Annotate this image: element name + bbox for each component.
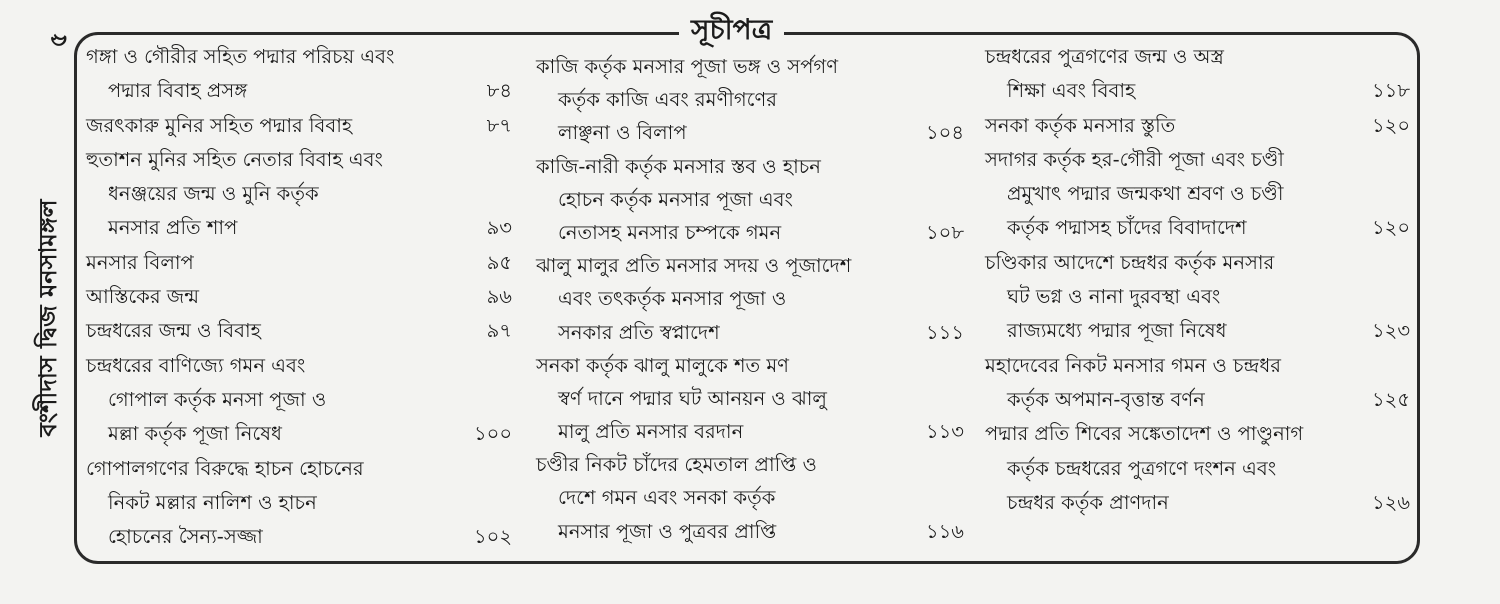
toc-entry-line [536,481,964,514]
toc-entry-line [985,211,1410,245]
toc-entry-line [86,143,512,177]
toc-entry-text: ঘট ভগ্ন ও নানা দুরবস্থা এবং [1007,285,1221,309]
toc-entry-text: মনসার প্রতি শাপ [108,216,238,240]
toc-entry-line [86,349,512,383]
toc-page-number: ১২০ [1371,113,1410,137]
toc-entry-line [86,383,512,417]
toc-entry-line [86,211,512,245]
toc-entry-line [536,216,964,249]
toc-entry-line [985,486,1410,520]
toc-entry-line [985,383,1410,417]
toc-page-number: ১২৩ [1371,319,1410,343]
toc-page-number: ১০০ [473,422,512,446]
toc-entry-line [86,314,512,348]
toc-column-3 [985,40,1410,520]
toc-page-number: ৯৬ [486,285,512,309]
toc-entry-text: ঝালু মালুর প্রতি মনসার সদয় ও পূজাদেশ [536,254,852,278]
toc-page-number: ৯৭ [486,319,512,343]
toc-entry-line [536,316,964,349]
toc-entry-line [536,515,964,548]
toc-entry-text: হোচন কর্তৃক মনসার পূজা এবং [558,187,793,211]
toc-page-number: ৯৫ [486,250,512,274]
toc-entry-text: হুতাশন মুনির সহিত নেতার বিবাহ এবং [86,147,383,171]
toc-entry-line [985,74,1410,108]
toc-entry-line [86,520,512,554]
toc-entry-text: আস্তিকের জন্ম [86,285,199,309]
toc-entry-line [536,183,964,216]
toc-page-number: ১১৩ [926,420,964,444]
toc-entry-line [86,246,512,280]
toc-entry-text: চণ্ডীর নিকট চাঁদের হেমতাল প্রাপ্তি ও [536,453,817,477]
toc-entry-line [86,40,512,74]
toc-entry-line [985,280,1410,314]
toc-entry-text: মনসার বিলাপ [86,250,194,274]
toc-entry-text: নেতাসহ মনসার চম্পকে গমন [558,220,782,244]
toc-page-number: ১২০ [1371,216,1410,240]
toc-page-number: ১০৮ [926,220,964,244]
toc-entry-text: হোচনের সৈন্য-সজ্জা [108,525,263,549]
toc-entry-line [536,415,964,448]
toc-entry-text: কাজি কর্তৃক মনসার পূজা ভঙ্গ ও সর্পগণ [536,55,839,78]
toc-entry-text: রাজ্যমধ্যে পদ্মার পূজা নিষেধ [1007,319,1227,343]
toc-page-number: ১২৬ [1371,490,1410,514]
toc-entry-line [86,177,512,211]
toc-entry-text: মালু প্রতি মনসার বরদান [558,420,744,444]
toc-entry-line [985,143,1410,177]
toc-entry-text: ধনঞ্জয়ের জন্ম ও মুনি কর্তৃক [108,182,319,206]
toc-entry-text: শিক্ষা এবং বিবাহ [1007,79,1136,103]
toc-column-1 [86,40,512,554]
toc-entry-text: পদ্মার প্রতি শিবের সঙ্কেতাদেশ ও পাণ্ডুনাগ [985,422,1304,446]
toc-entry-line [536,83,964,116]
toc-entry-line [536,448,964,481]
toc-page-number: ১০২ [473,525,512,549]
toc-entry-text: চন্দ্রধরের পুত্রগণের জন্ম ও অস্ত্র [985,45,1224,68]
toc-entry-text: গঙ্গা ও গৌরীর সহিত পদ্মার পরিচয় এবং [86,45,395,68]
toc-entry-text: পদ্মার বিবাহ প্রসঙ্গ [108,79,248,103]
toc-entry-text: চন্দ্রধর কর্তৃক প্রাণদান [1007,490,1169,514]
toc-entry-text: নিকট মল্লার নালিশ ও হাচন [108,490,317,514]
toc-entry-text: চন্দ্রধরের জন্ম ও বিবাহ [86,319,261,343]
toc-page-number: ৮৭ [486,113,512,137]
toc-entry-text: সদাগর কর্তৃক হর-গৌরী পূজা এবং চণ্ডী [985,147,1284,171]
toc-entry-line [985,177,1410,211]
toc-page-number: ১১১ [926,320,964,344]
toc-entry-text: জরৎকারু মুনির সহিত পদ্মার বিবাহ [86,113,353,137]
toc-entry-line [536,50,964,83]
toc-entry-text: সনকা কর্তৃক ঝালু মালুকে শত মণ [536,353,789,377]
toc-entry-text: কাজি-নারী কর্তৃক মনসার স্তব ও হাচন [536,154,821,178]
toc-entry-line [985,417,1410,451]
toc-entry-text: দেশে গমন এবং সনকা কর্তৃক [558,486,776,510]
toc-entry-line [86,417,512,451]
toc-entry-line [536,382,964,415]
toc-page-number: ১১৮ [1372,79,1410,103]
toc-entry-line [536,150,964,183]
toc-page-number: ১২৫ [1372,387,1410,411]
toc-entry-line [86,486,512,520]
toc-entry-line [985,40,1410,74]
toc-entry-line [985,246,1410,280]
toc-entry-text: লাঞ্ছনা ও বিলাপ [558,121,687,145]
toc-entry-line [86,74,512,108]
toc-entry-line [985,109,1410,143]
toc-page-number: ১১৬ [926,519,964,543]
toc-entry-text: চণ্ডিকার আদেশে চন্দ্রধর কর্তৃক মনসার [985,250,1275,274]
toc-entry-text: স্বর্ণ দানে পদ্মার ঘট আনয়ন ও ঝালু [558,386,827,410]
toc-entry-line [86,280,512,314]
toc-entry-line [536,249,964,282]
toc-entry-text: মহাদেবের নিকট মনসার গমন ও চন্দ্রধর [985,353,1281,377]
toc-column-2 [536,50,964,548]
toc-entry-text: চন্দ্রধরের বাণিজ্যে গমন এবং [86,353,306,377]
toc-entry-text: কর্তৃক পদ্মাসহ চাঁদের বিবাদাদেশ [1007,216,1247,240]
toc-page-number: ১০৪ [926,121,964,145]
toc-entry-line [985,452,1410,486]
toc-entry-line [985,314,1410,348]
page-title: সূচীপত্র [679,12,784,48]
toc-entry-text: মনসার পূজা ও পুত্রবর প্রাপ্তি [558,519,777,543]
toc-entry-text: প্রমুখাৎ পদ্মার জন্মকথা শ্রবণ ও চণ্ডী [1007,182,1284,206]
toc-entry-text: কর্তৃক কাজি এবং রমণীগণের [558,88,777,112]
toc-entry-line [86,109,512,143]
toc-entry-text: সনকা কর্তৃক মনসার স্তুতি [985,113,1176,137]
toc-entry-line [536,349,964,382]
toc-page-number: ৯৩ [486,216,512,240]
toc-entry-text: কর্তৃক চন্দ্রধরের পুত্রগণে দংশন এবং [1007,456,1277,480]
toc-entry-text: মল্লা কর্তৃক পূজা নিষেধ [108,422,282,446]
toc-entry-line [985,349,1410,383]
page-number: ৫ [44,32,72,48]
toc-entry-line [86,452,512,486]
toc-entry-text: গোপালগণের বিরুদ্ধে হাচন হোচনের [86,456,364,480]
toc-entry-text: গোপাল কর্তৃক মনসা পূজা ও [108,387,327,411]
side-title: বংশীদাস দ্বিজ মনসামঙ্গল [34,199,62,437]
toc-entry-text: সনকার প্রতি স্বপ্নাদেশ [558,320,720,344]
toc-entry-text: কর্তৃক অপমান-বৃত্তান্ত বর্ণন [1007,387,1205,411]
toc-entry-text: এবং তৎকর্তৃক মনসার পূজা ও [558,287,787,311]
toc-entry-line [536,116,964,149]
toc-page-number: ৮৪ [486,79,512,103]
toc-entry-line [536,282,964,315]
